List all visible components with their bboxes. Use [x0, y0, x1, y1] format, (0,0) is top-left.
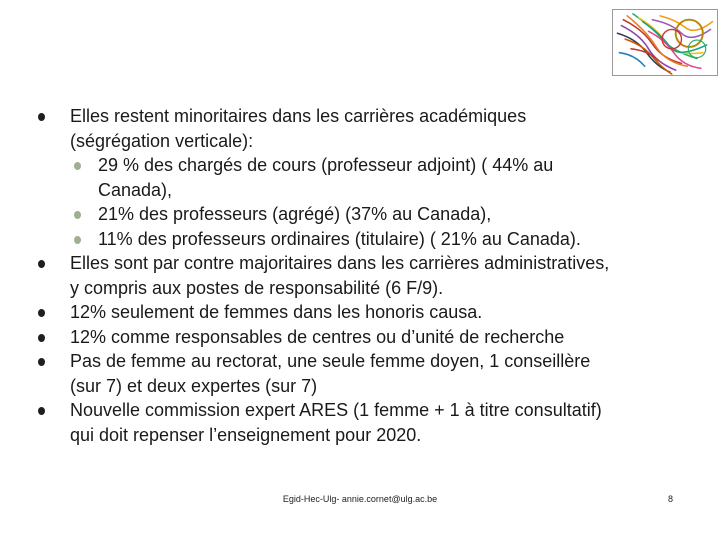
list-item-text: 12% seulement de femmes dans les honoris causa.: [70, 302, 483, 322]
bullet-icon: [38, 260, 45, 268]
list-item-continuation: [38, 276, 698, 301]
bullet-list: [38, 104, 698, 447]
list-item-text: Elles restent minoritaires dans les carrières académiques: [70, 106, 527, 126]
list-item-continuation: [38, 374, 698, 399]
list-item-continuation: [38, 423, 698, 448]
footer-text: Egid-Hec-Ulg- annie.cornet@ulg.ac.be: [282, 494, 438, 504]
list-item-text: 29 % des chargés de cours (professeur adjoint) ( 44% au: [98, 155, 554, 175]
bullet-icon: [38, 407, 45, 415]
colored-wires-icon: [613, 10, 717, 75]
list-item-text: Pas de femme au rectorat, une seule femme doyen, 1 conseillère: [70, 351, 591, 371]
colored-wires-logo: [612, 9, 718, 76]
bullet-icon: [74, 162, 81, 170]
bullet-icon: [38, 334, 45, 342]
bullet-icon: [38, 358, 45, 366]
list-item: [38, 398, 698, 423]
list-item-continuation: [38, 178, 698, 203]
list-item-text: Canada),: [98, 179, 173, 200]
bullet-icon: [38, 113, 45, 121]
list-item: [38, 251, 698, 276]
list-item-text: y compris aux postes de responsabilité (6 F/9).: [70, 277, 444, 298]
list-item: [38, 153, 698, 178]
list-item-continuation: [38, 129, 698, 154]
page-number: 8: [668, 494, 674, 504]
bullet-icon: [74, 211, 81, 219]
list-item-text: qui doit repenser l’enseignement pour 2020.: [70, 424, 422, 445]
list-item: [38, 349, 698, 374]
list-item: [38, 202, 698, 227]
bullet-icon: [38, 309, 45, 317]
list-item: [38, 325, 698, 350]
list-item: [38, 300, 698, 325]
list-item-text: Nouvelle commission expert ARES (1 femme + 1 à titre consultatif): [70, 400, 602, 420]
list-item-text: (sur 7) et deux expertes (sur 7): [70, 375, 318, 396]
list-item-text: 11% des professeurs ordinaires (titulaire) ( 21% au Canada).: [98, 228, 581, 249]
list-item: [38, 104, 698, 129]
list-item-text: (ségrégation verticale):: [70, 130, 254, 151]
list-item-text: Elles sont par contre majoritaires dans les carrières administratives,: [70, 253, 610, 273]
bullet-icon: [74, 236, 81, 244]
list-item-text: 12% comme responsables de centres ou d’unité de recherche: [70, 326, 565, 347]
list-item-text: 21% des professeurs (agrégé) (37% au Canada),: [98, 204, 492, 224]
list-item: [38, 227, 698, 252]
